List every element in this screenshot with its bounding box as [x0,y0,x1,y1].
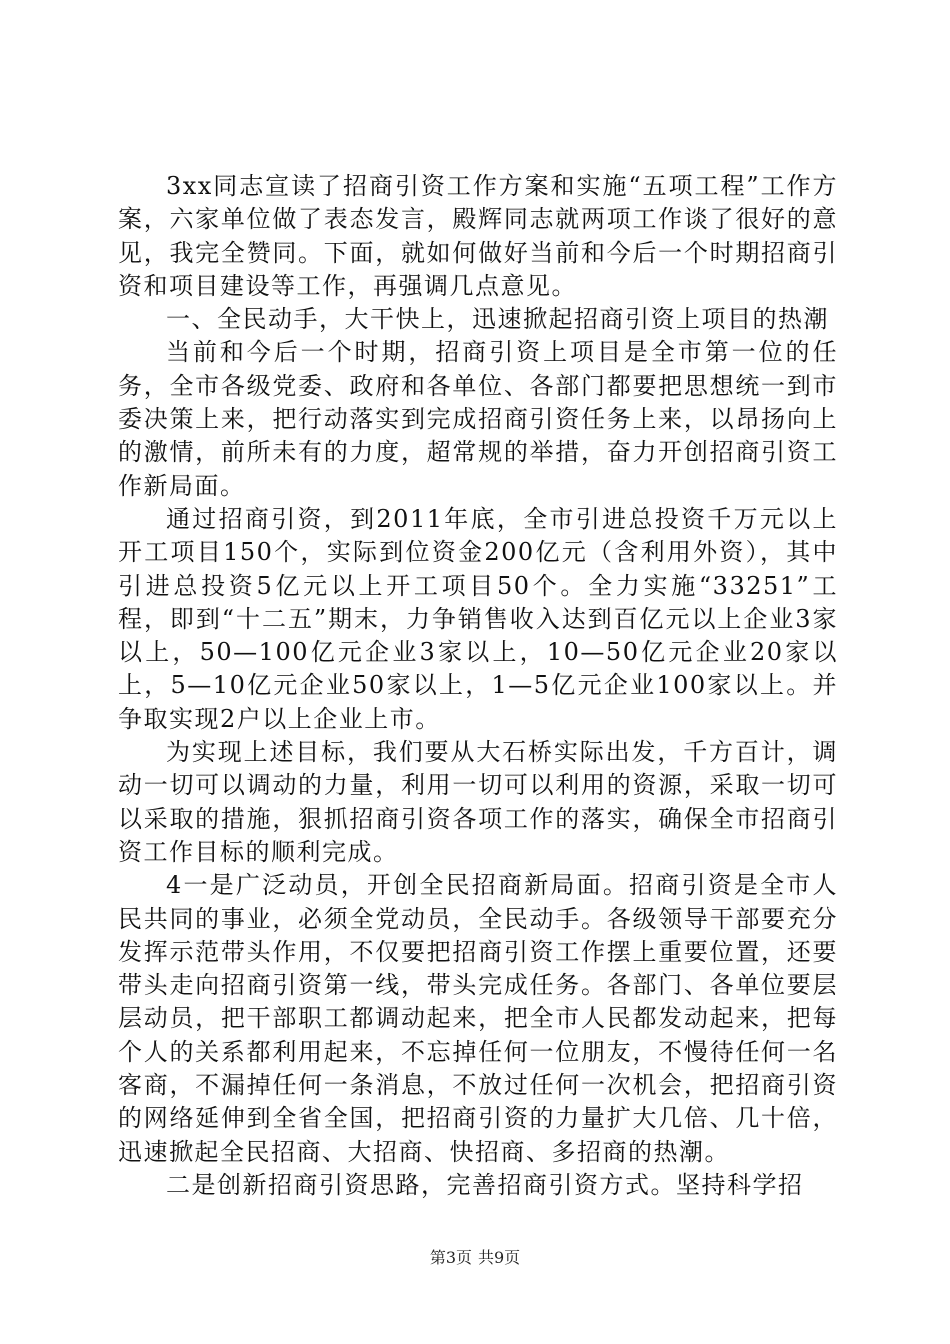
page-total: 共9页 [478,1248,521,1267]
paragraph-mobilization: 4一是广泛动员，开创全民招商新局面。招商引资是全市人民共同的事业，必须全党动员，全民动手。各级领导干部要充分发挥示范带头作用，不仅要把招商引资工作摆上重要位置，还要带头走向招商引资第一线，带头完成任务。各部门、各单位要层层动员，把干部职工都调动起来，把全市人民都发动起来，把每个人的关系都利用起来，不忘掉任何一位朋友，不慢待任何一名客商，不漏掉任何一条消息，不放过任何一次机会，把招商引资的网络延伸到全省全国，把招商引资的力量扩大几倍、几十倍，迅速掀起全民招商、大招商、快招商、多招商的热潮。 [118,871,838,1166]
paragraph-innovation: 二是创新招商引资思路，完善招商引资方式。坚持科学招 [166,1170,804,1199]
paragraph-measures: 为实现上述目标，我们要从大石桥实际出发，千方百计，调动一切可以调动的力量，利用一切可以利用的资源，采取一切可以采取的措施，狠抓招商引资各项工作的落实，确保全市招商引资工作目标的顺利完成。 [118,738,838,866]
paragraph-targets: 通过招商引资，到2011年底，全市引进总投资千万元以上开工项目150个，实际到位资金200亿元（含利用外资），其中引进总投资5亿元以上开工项目50个。全力实施“33251”工程，即到“十二五”期末，力争销售收入达到百亿元以上企业3家以上，50—100亿元企业3家以上，10—50亿元企业20家以上，5—10亿元企业50家以上，1—5亿元企业100家以上。并争取实现2户以上企业上市。 [118,504,838,733]
section-heading-1: 一、全民动手，大干快上，迅速掀起招商引资上项目的热潮 [166,305,829,334]
paragraph-intro: 3xx同志宣读了招商引资工作方案和实施“五项工程”工作方案，六家单位做了表态发言，殿辉同志就两项工作谈了很好的意见，我完全赞同。下面，就如何做好当前和今后一个时期招商引资和项目建设等工作，再强调几点意见。 [118,172,838,300]
document-body [118,170,838,1202]
paragraph-priority-task: 当前和今后一个时期，招商引资上项目是全市第一位的任务，全市各级党委、政府和各单位、各部门都要把思想统一到市委决策上来，把行动落实到完成招商引资任务上来，以昂扬向上的激情，前所未有的力度，超常规的举措，奋力开创招商引资工作新局面。 [118,338,838,500]
page-footer [0,1248,950,1268]
page-number: 第3页 [429,1248,472,1267]
